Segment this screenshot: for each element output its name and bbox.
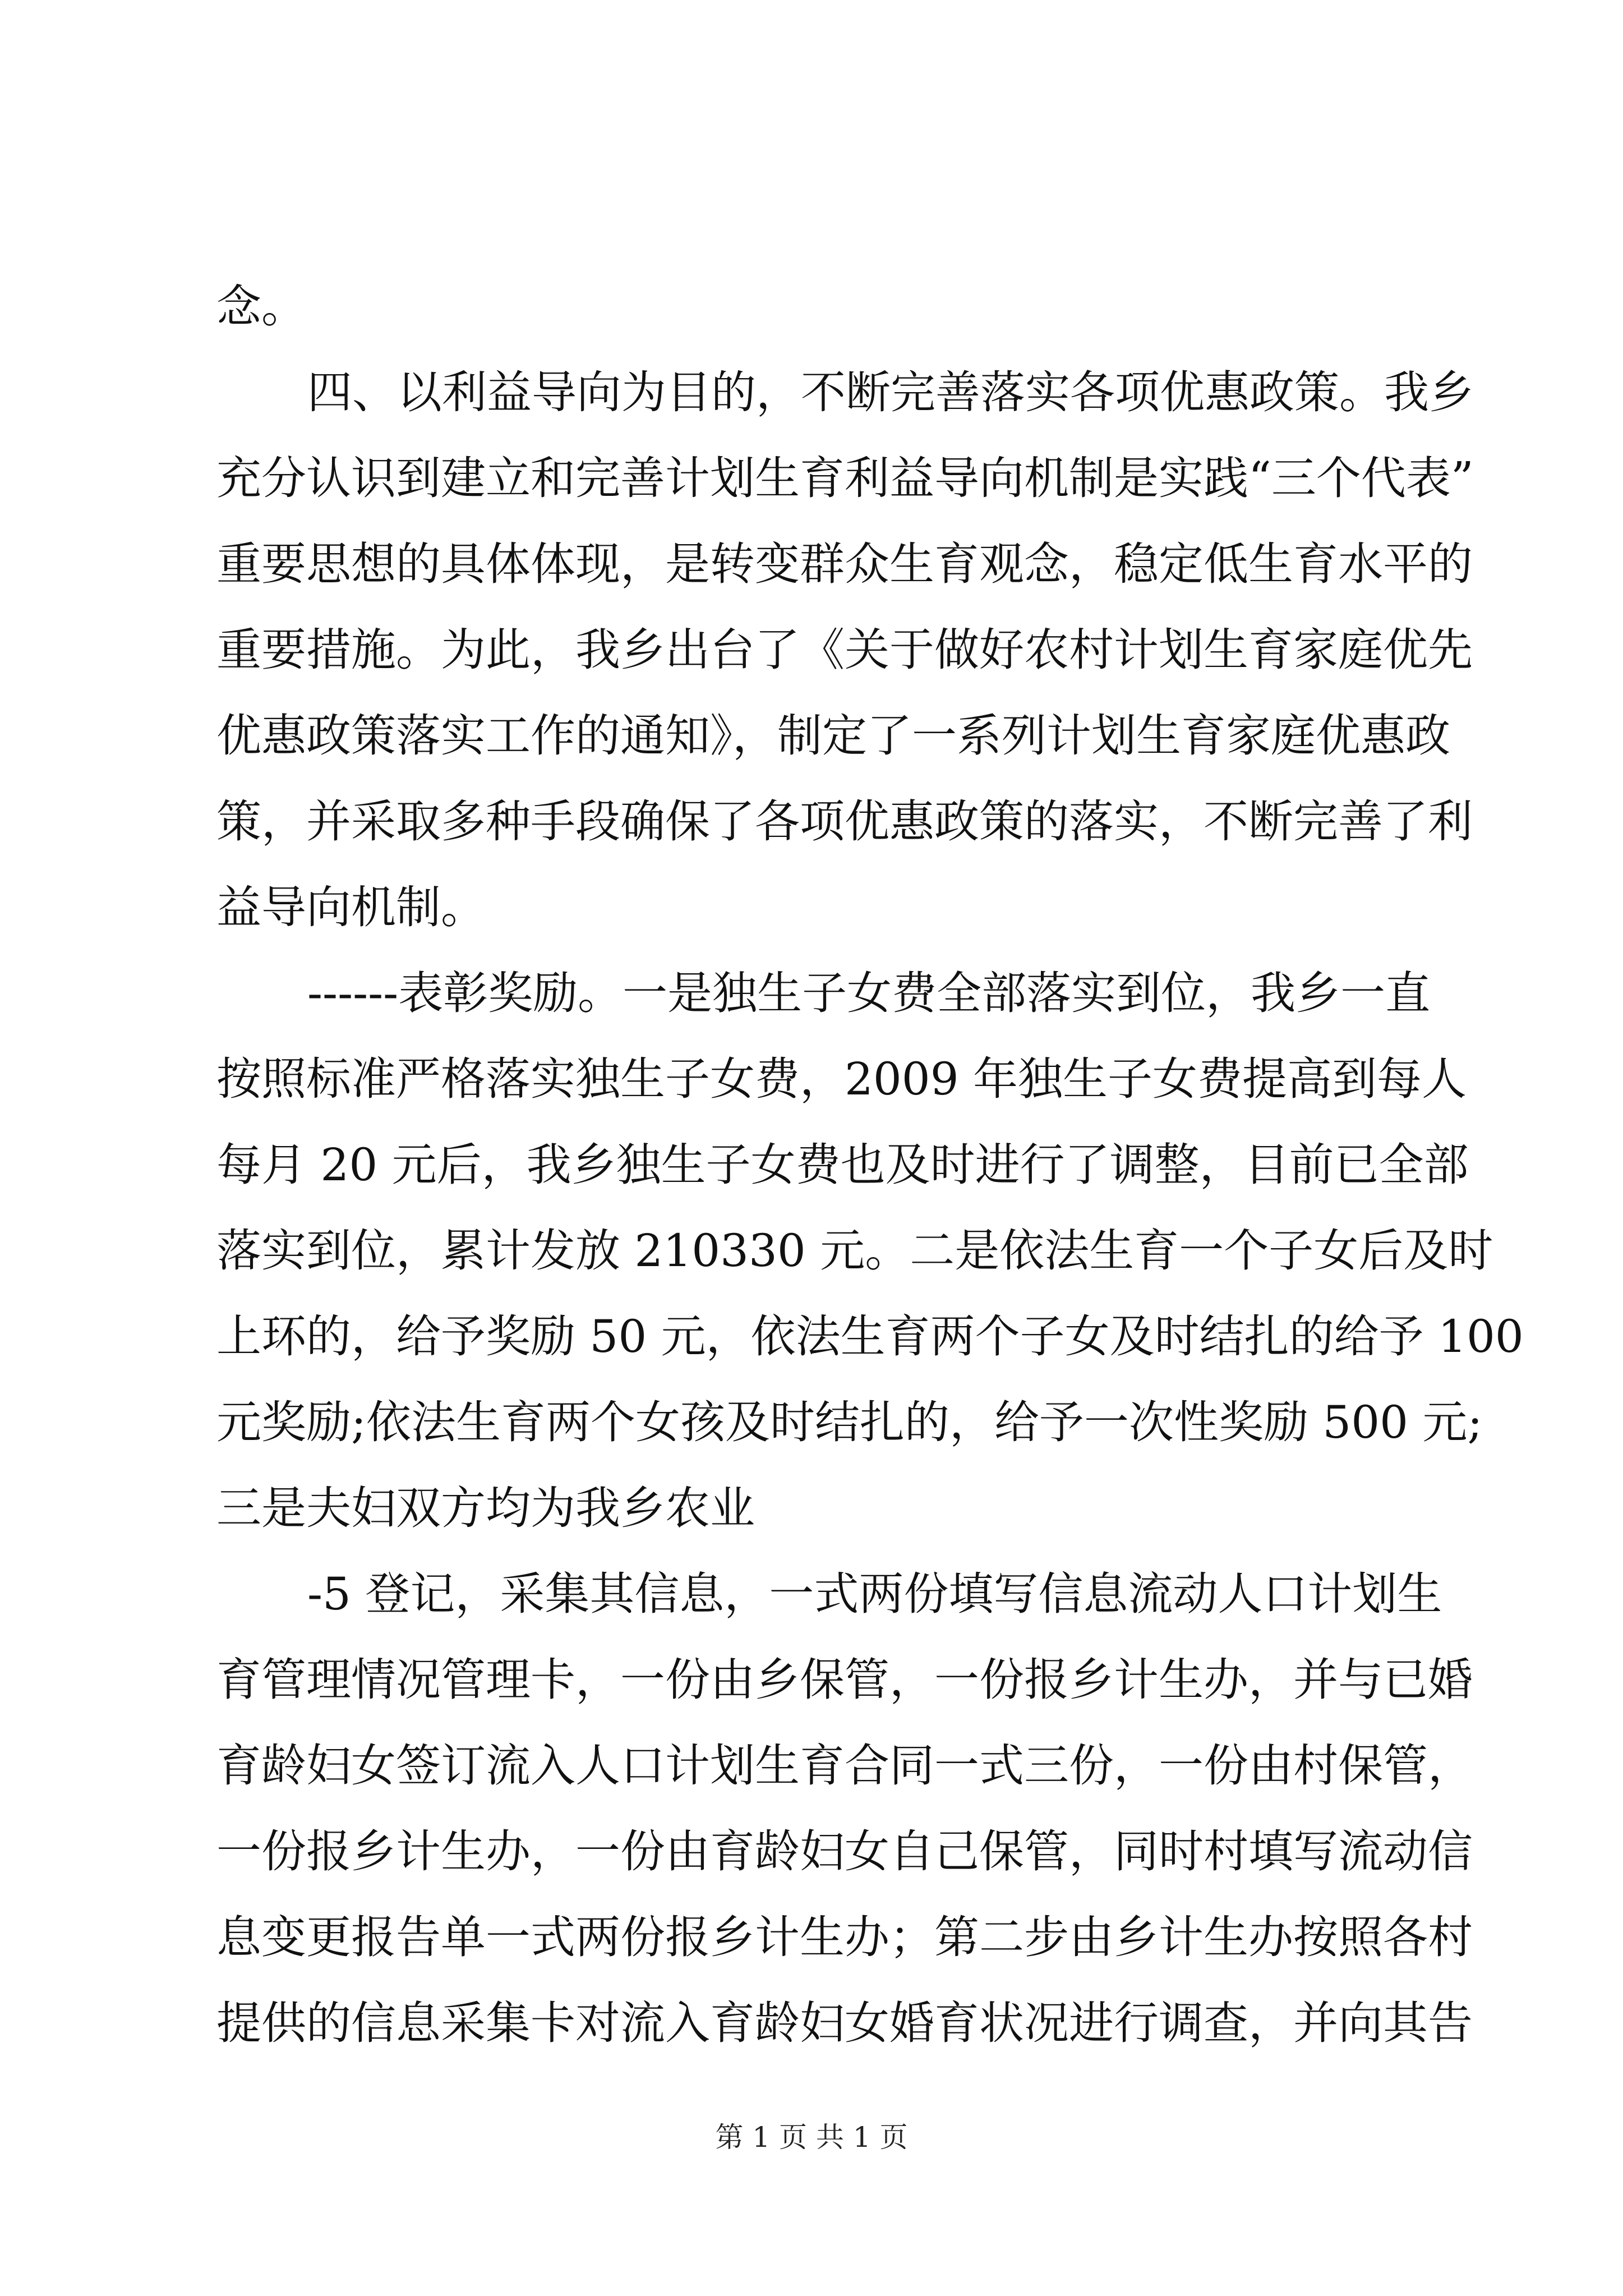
text-line: 息变更报告单一式两份报乡计生办；第二步由乡计生办按照各村 bbox=[216, 1911, 1473, 1963]
text-line: 一份报乡计生办，一份由育龄妇女自己保管，同时村填写流动信 bbox=[216, 1825, 1473, 1878]
text-line: 三是夫妇双方均为我乡农业 bbox=[216, 1482, 755, 1534]
text-line: 落实到位，累计发放 210330 元。二是依法生育一个子女后及时 bbox=[216, 1225, 1493, 1277]
text-line: 按照标准严格落实独生子女费，2009 年独生子女费提高到每人 bbox=[216, 1053, 1467, 1105]
text-line: 念。 bbox=[216, 280, 306, 333]
text-line: 每月 20 元后，我乡独生子女费也及时进行了调整，目前已全部 bbox=[216, 1139, 1469, 1191]
text-line: -5 登记，采集其信息，一式两份填写信息流动人口计划生 bbox=[307, 1568, 1442, 1620]
text-line: 上环的，给予奖励 50 元，依法生育两个子女及时结扎的给予 100 bbox=[216, 1310, 1524, 1363]
text-line: ------表彰奖励。一是独生子女费全部落实到位，我乡一直 bbox=[307, 967, 1431, 1019]
page-footer: 第 1 页 共 1 页 bbox=[715, 2121, 908, 2154]
text-line: 育龄妇女签订流入人口计划生育合同一式三份，一份由村保管， bbox=[216, 1740, 1473, 1792]
text-line: 重要措施。为此，我乡出台了《关于做好农村计划生育家庭优先 bbox=[216, 624, 1473, 676]
text-line: 重要思想的具体体现，是转变群众生育观念，稳定低生育水平的 bbox=[216, 538, 1473, 590]
text-line: 元奖励;依法生育两个女孩及时结扎的，给予一次性奖励 500 元; bbox=[216, 1396, 1483, 1448]
text-line: 四、以利益导向为目的，不断完善落实各项优惠政策。我乡 bbox=[307, 366, 1474, 418]
text-line: 益导向机制。 bbox=[216, 881, 486, 933]
document-body bbox=[216, 264, 1524, 2066]
text-line: 提供的信息采集卡对流入育龄妇女婚育状况进行调查，并向其告 bbox=[216, 1997, 1473, 2049]
text-line: 优惠政策落实工作的通知》，制定了一系列计划生育家庭优惠政 bbox=[216, 710, 1450, 762]
text-line: 充分认识到建立和完善计划生育利益导向机制是实践“三个代表” bbox=[216, 452, 1474, 504]
text-line: 育管理情况管理卡，一份由乡保管，一份报乡计生办，并与已婚 bbox=[216, 1654, 1473, 1706]
text-line: 策，并采取多种手段确保了各项优惠政策的落实，不断完善了利 bbox=[216, 795, 1473, 848]
